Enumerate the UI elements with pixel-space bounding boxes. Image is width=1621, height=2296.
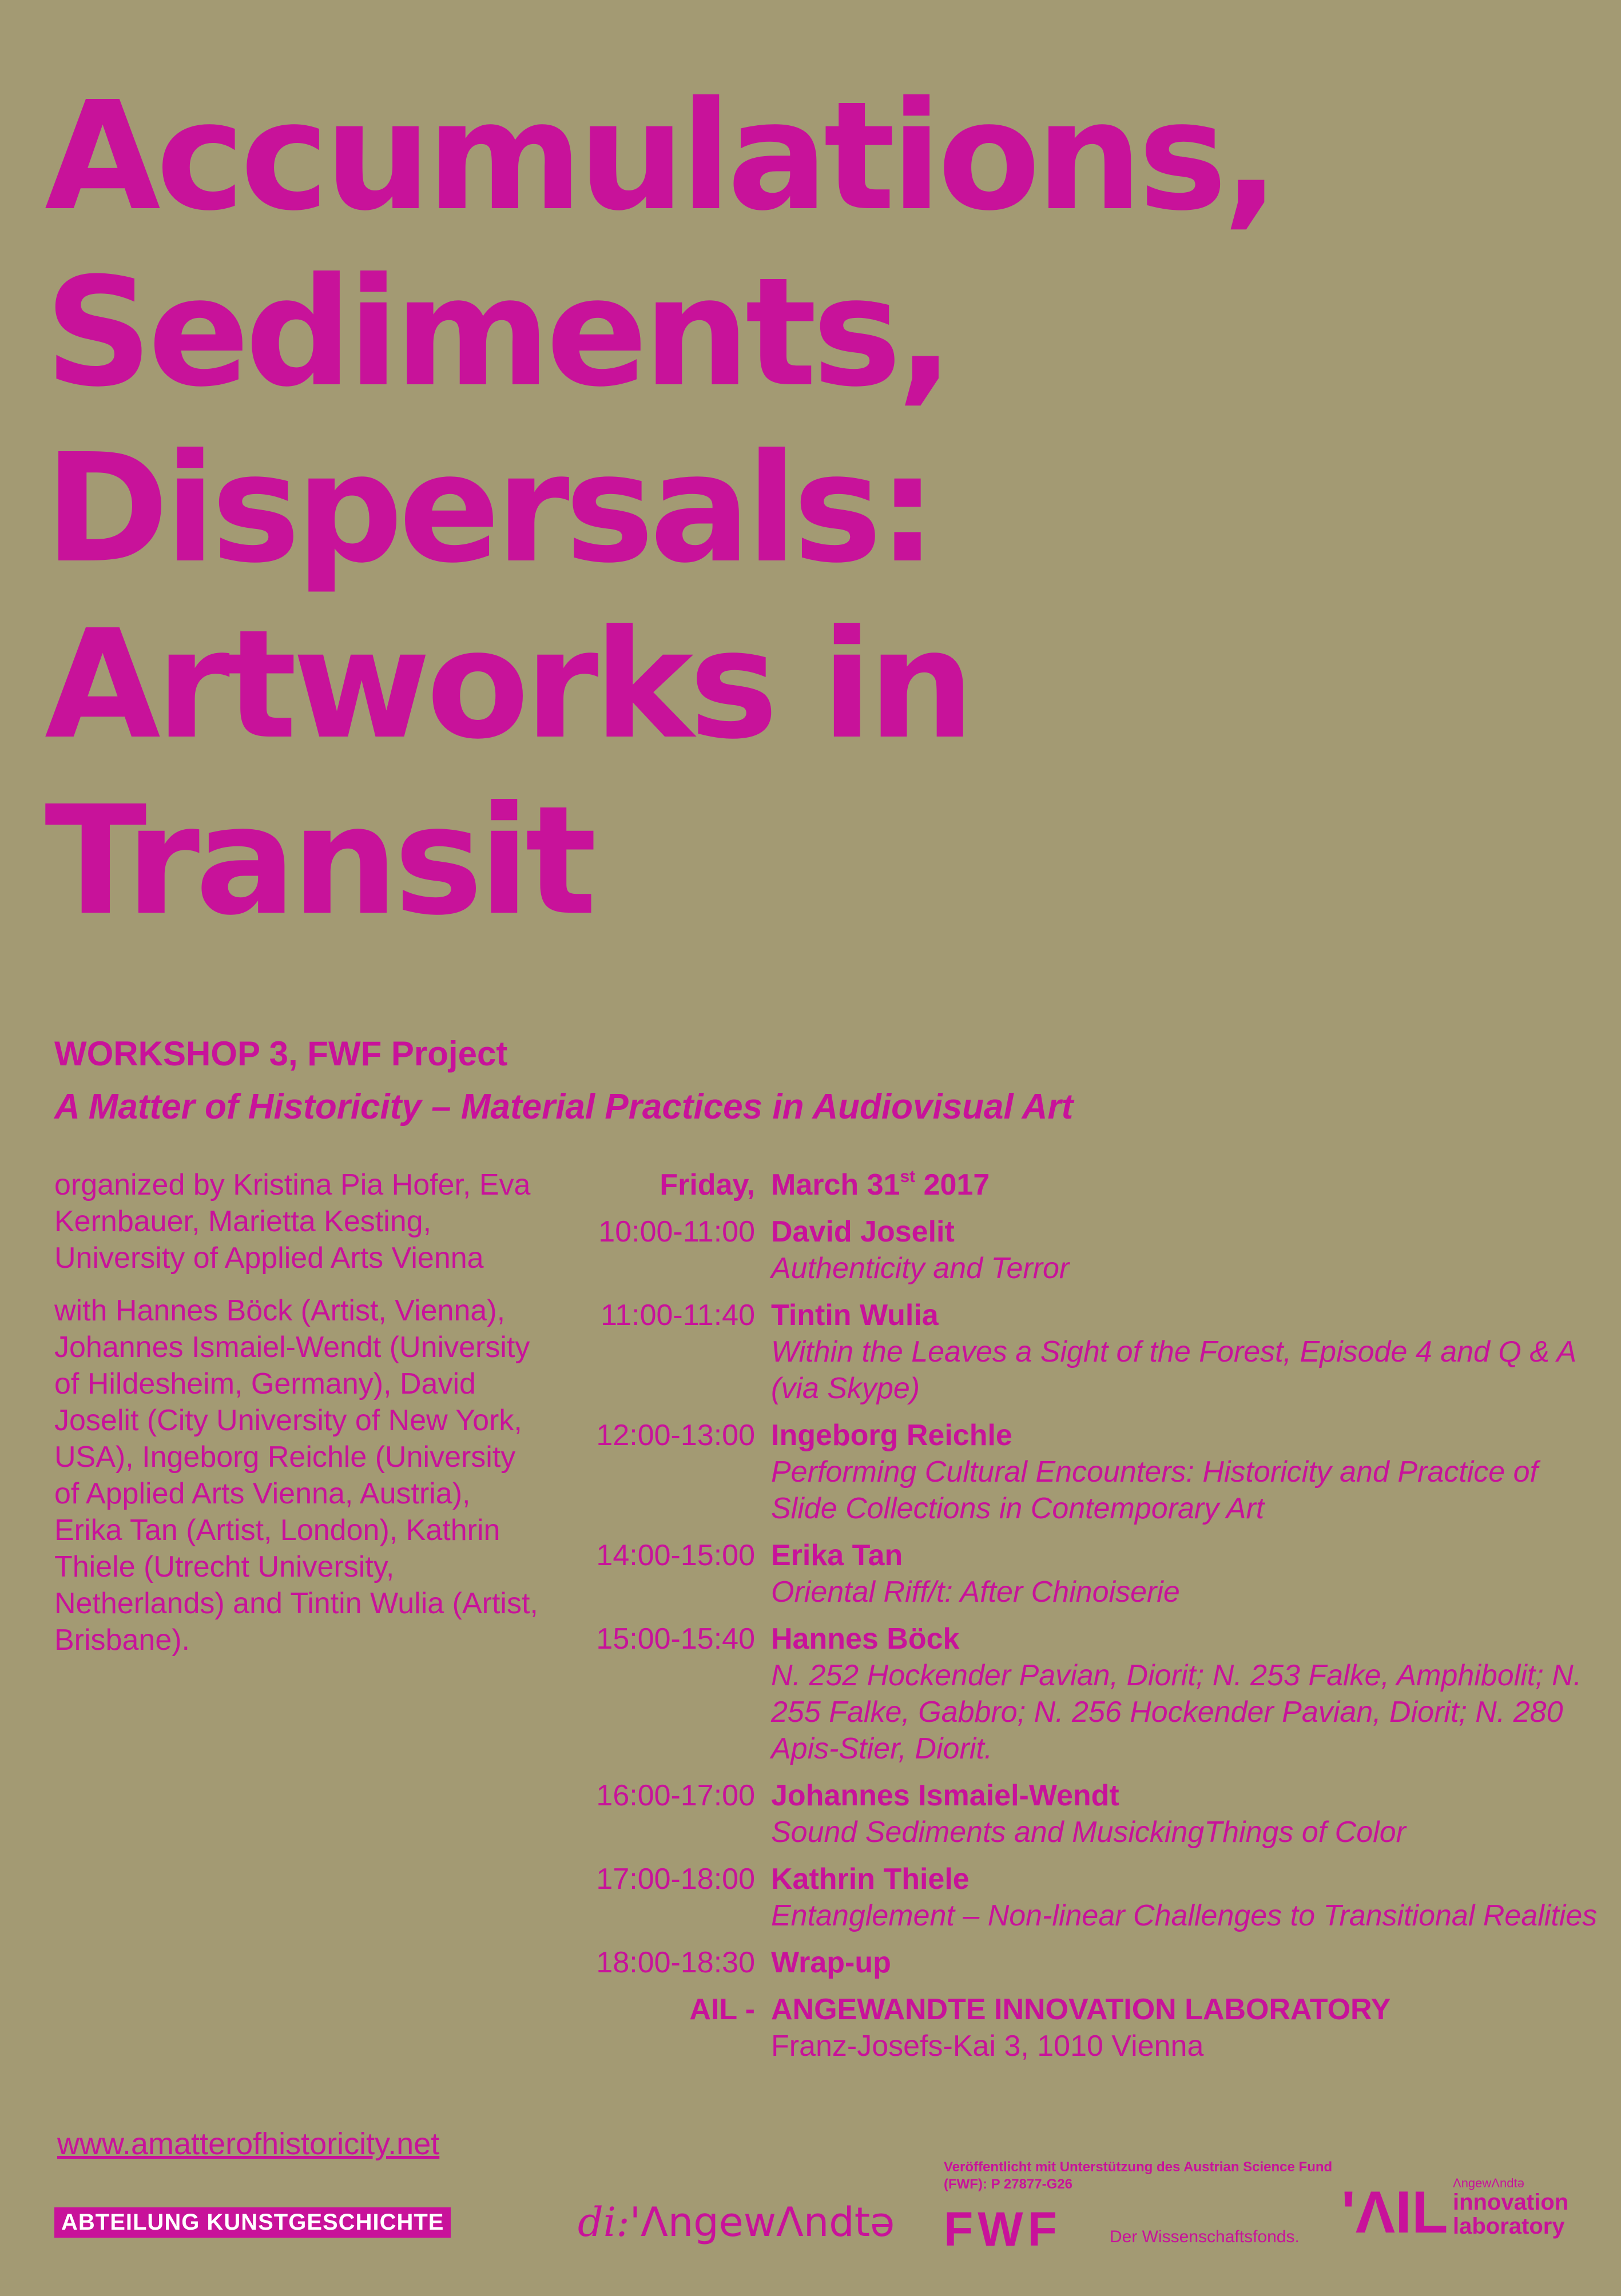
session-time: 14:00-15:00 bbox=[596, 1539, 755, 1572]
session-talk: Entanglement – Non-linear Challenges to Transitional Realities bbox=[771, 1899, 1598, 1932]
schedule-row bbox=[566, 1537, 1602, 1610]
session-time: 11:00-11:40 bbox=[601, 1299, 755, 1332]
schedule-row bbox=[566, 1297, 1602, 1407]
venue-name: ANGEWANDTE INNOVATION LABORATORY bbox=[771, 1993, 1391, 2026]
website-link[interactable]: www.amatterofhistoricity.net bbox=[57, 2127, 440, 2161]
title-line: Accumulations, bbox=[45, 69, 1276, 244]
ail-angewandte-label: ɅngewɅndtə bbox=[1453, 2176, 1524, 2190]
session-time: 10:00-11:00 bbox=[598, 1215, 755, 1248]
session-speaker: Tintin Wulia bbox=[771, 1299, 939, 1332]
workshop-label: WORKSHOP 3, FWF Project bbox=[54, 1034, 508, 1073]
schedule-day: Friday, bbox=[659, 1168, 755, 1201]
title-line: Sediments, bbox=[45, 245, 949, 420]
schedule-row bbox=[566, 1777, 1602, 1851]
schedule-row bbox=[566, 1861, 1602, 1934]
session-talk: Sound Sediments and MusickingThings of Color bbox=[771, 1816, 1406, 1849]
session-speaker: Johannes Ismaiel-Wendt bbox=[771, 1779, 1119, 1812]
session-speaker: Wrap-up bbox=[771, 1946, 891, 1979]
schedule-header bbox=[566, 1167, 1602, 1203]
session-speaker: Kathrin Thiele bbox=[771, 1863, 970, 1896]
schedule bbox=[566, 1167, 1602, 2075]
session-talk: Within the Leaves a Sight of the Forest, Episode 4 and Q & A (via Skype) bbox=[771, 1335, 1576, 1405]
project-title: A Matter of Historicity – Material Practices in Audiovisual Art bbox=[54, 1087, 1074, 1127]
session-talk: Oriental Riff/t: After Chinoiserie bbox=[771, 1575, 1180, 1609]
ail-name: innovation laboratory bbox=[1453, 2190, 1569, 2239]
poster-title bbox=[45, 69, 1612, 949]
schedule-date: March 31st 2017 bbox=[771, 1167, 990, 1201]
fwf-logo: FWF bbox=[944, 2202, 1062, 2256]
department-badge: ABTEILUNG KUNSTGESCHICHTE bbox=[54, 2207, 451, 2238]
session-time: 16:00-17:00 bbox=[596, 1779, 755, 1812]
session-talk: Authenticity and Terror bbox=[771, 1252, 1070, 1285]
title-line: Transit bbox=[45, 774, 593, 948]
fwf-subtitle: Der Wissenschaftsfonds. bbox=[1110, 2227, 1300, 2246]
organizers-column bbox=[54, 1167, 541, 1674]
title-line: Artworks in bbox=[45, 598, 971, 772]
participants-text: with Hannes Böck (Artist, Vienna), Johannes Ismaiel-Wendt (University of Hildesheim, Germany), David Joselit (City University of New York, USA), Ingeborg Reichle (University of Applied Arts Vienna, Austria), Erika Tan (Artist, London), Kathrin Thiele (Utrecht University, Netherlands) and Tintin Wulia (Artist, Brisbane). bbox=[54, 1294, 538, 1657]
angewandte-name: 'ɅngewɅndtə bbox=[629, 2199, 895, 2246]
session-time: 17:00-18:00 bbox=[596, 1863, 755, 1896]
session-talk: Performing Cultural Encounters: Historicity and Practice of Slide Collections in Contemporary Art bbox=[771, 1455, 1538, 1525]
angewandte-logo bbox=[578, 2199, 895, 2246]
organizers-text: organized by Kristina Pia Hofer, Eva Kernbauer, Marietta Kesting, University of Applied Arts Vienna bbox=[54, 1168, 531, 1275]
schedule-row bbox=[566, 1621, 1602, 1767]
session-speaker: Hannes Böck bbox=[771, 1622, 960, 1656]
session-time: 18:00-18:30 bbox=[596, 1946, 755, 1979]
schedule-row bbox=[566, 1417, 1602, 1527]
session-speaker: David Joselit bbox=[771, 1215, 955, 1248]
schedule-row bbox=[566, 1944, 1602, 1981]
ail-logo: 'ɅIL bbox=[1341, 2179, 1448, 2246]
session-speaker: Erika Tan bbox=[771, 1539, 903, 1572]
angewandte-di: di: bbox=[578, 2199, 630, 2246]
schedule-row bbox=[566, 1213, 1602, 1287]
session-time: 12:00-13:00 bbox=[596, 1419, 755, 1452]
session-time: 15:00-15:40 bbox=[596, 1622, 755, 1656]
session-talk: N. 252 Hockender Pavian, Diorit; N. 253 Falke, Amphibolit; N. 255 Falke, Gabbro; N. 256 Hockender Pavian, Diorit; N. 280 Apis-Stier, Diorit. bbox=[771, 1659, 1582, 1765]
fwf-note: Veröffentlicht mit Unterstützung des Austrian Science Fund (FWF): P 27877-G26 bbox=[944, 2159, 1333, 2192]
venue-row bbox=[566, 1991, 1602, 2064]
title-line: Dispersals: bbox=[45, 421, 933, 596]
session-speaker: Ingeborg Reichle bbox=[771, 1419, 1012, 1452]
venue-address: Franz-Josefs-Kai 3, 1010 Vienna bbox=[771, 2030, 1204, 2063]
venue-code: AIL - bbox=[689, 1993, 755, 2026]
